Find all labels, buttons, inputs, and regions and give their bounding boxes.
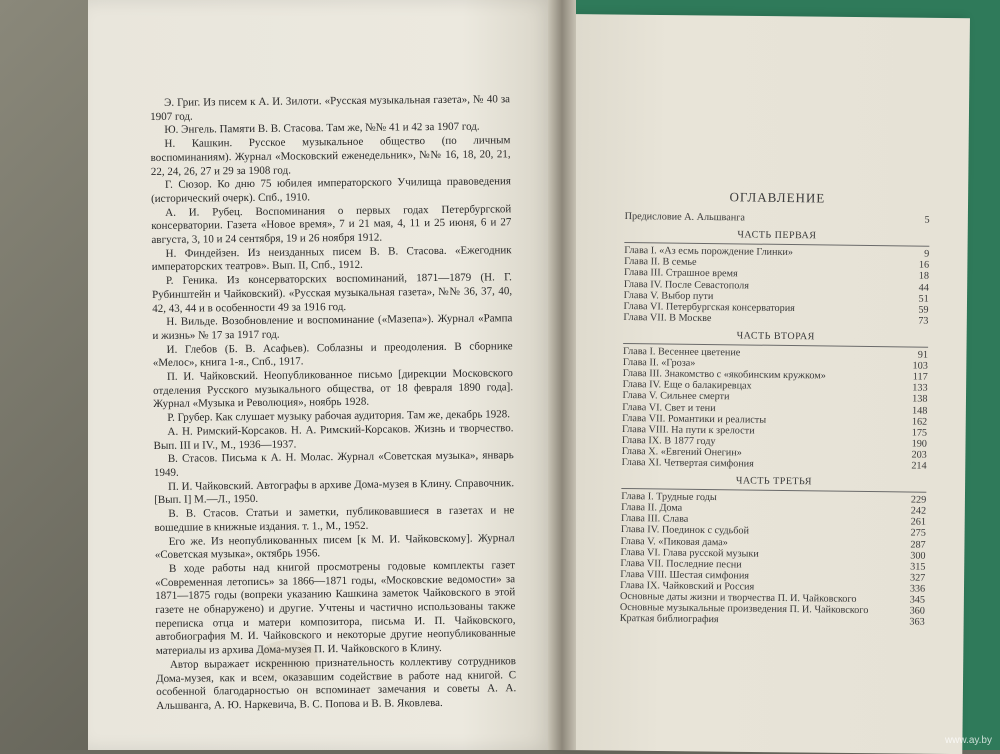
reference-entry: Э. Григ. Из писем к А. И. Зилоти. «Русская музыкальная газета», № 40 за 1907 год. (150, 93, 511, 123)
toc-chapter-page: 327 (909, 572, 926, 584)
reference-entry: В ходе работы над книгой просмотрены годовые комплекты газет «Современная летопись» за 1866—1871 годы, «Московские ведомости» за 1871—1875 годы (вопреки указанию Кашкина заметок Чайковского в этой газете не обнаружено) и другие. Учтены и частично использованы также переписка отца и матери композитора, письма И. П. Чайковского, автобиография М. И. Чайковского и некоторые другие неопубликованные материалы из архива Дома-музея П. И. Чайковского в Клину. (155, 559, 516, 658)
toc-chapter-page: 315 (910, 561, 926, 573)
toc-chapter-label: Глава I. Весеннее цветение (622, 346, 741, 359)
toc-part-title: ЧАСТЬ ПЕРВАЯ (737, 229, 817, 242)
toc-part-title: ЧАСТЬ ВТОРАЯ (736, 330, 815, 343)
toc-chapter-page: 18 (918, 271, 930, 283)
toc-parts (620, 228, 929, 595)
toc-preface-label: Предисловие А. Альшванга (624, 211, 745, 224)
references-text (150, 93, 516, 713)
toc-appendix-page: 345 (909, 594, 926, 606)
toc-preface (625, 211, 930, 226)
watermark: www.ay.by (944, 735, 992, 746)
reference-entry: А. Н. Римский-Корсаков. Н. А. Римский-Корсаков. Жизнь и творчество. Вып. III и IV., М., 1936—1937. (153, 422, 514, 452)
toc-chapter-row (623, 312, 928, 327)
toc-chapter-label: Глава II. Дома (621, 502, 683, 514)
toc-chapter-label: Глава V. Сильнее смерти (622, 390, 730, 403)
toc-chapter-label: Глава IX. В 1877 году (621, 434, 716, 447)
toc-chapter-page: 138 (912, 393, 928, 406)
toc-appendix-page: 360 (909, 605, 925, 617)
toc-chapter-page: 229 (910, 494, 927, 506)
toc-chapter-page: 242 (910, 505, 927, 517)
reference-entry: Р. Грубер. Как слушает музыку рабочая аудитория. Там же, декабрь 1928. (167, 408, 511, 425)
toc-preface-page: 5 (924, 214, 930, 226)
reference-entry: И. Глебов (Б. В. Асафьев). Соблазны и преодоления. В сборнике «Мелос», книга 1-я., Спб., 1917. (152, 339, 513, 370)
reference-entry: П. И. Чайковский. Автографы в архиве Дома-музея в Клину. Справочник. [Вып. I] М.—Л., 1950. (154, 476, 515, 507)
toc-part-title: ЧАСТЬ ТРЕТЬЯ (735, 475, 813, 488)
toc-chapter-page: 287 (910, 539, 926, 551)
reference-entry: Его же. Из неопубликованных писем [к М. И. Чайковскому]. Журнал «Советская музыка», октябрь 1956. (154, 531, 515, 562)
toc-chapter-page: 214 (911, 460, 927, 472)
book-spine-gutter (548, 0, 576, 750)
toc-chapter-label: Глава VI. Петербургская консерватория (623, 300, 795, 314)
toc-chapter-label: Глава X. «Евгений Онегин» (621, 445, 742, 459)
toc-chapter-label: Глава VII. Романтики и реалисты (622, 412, 767, 426)
toc-chapter-label: Глава VII. В Москве (623, 311, 712, 324)
reference-entry: Ю. Энгель. Памяти В. В. Стасова. Там же, №№ 41 и 42 за 1907 год. (164, 120, 480, 137)
toc-appendix-label: Основные музыкальные произведения П. И. Чайковского (619, 602, 869, 617)
toc-chapter-label: Глава VI. Глава русской музыки (620, 546, 759, 560)
reference-entry: П. И. Чайковский. Неопубликованное письмо [дирекции Московского отделения Русского музыкального общества, от 18 февраля 1890 года]. Журнал «Музыка и Революция», ноябрь 1928. (153, 367, 514, 411)
toc-chapter-label: Глава VII. Последние песни (620, 557, 742, 571)
toc-chapter-label: Глава VI. Свет и тени (622, 401, 716, 414)
toc-chapter-label: Глава IV. Поединок с судьбой (620, 524, 750, 537)
toc-chapter-page: 133 (912, 382, 928, 395)
reference-entry: Н. Вильде. Возобновление и воспоминание («Мазепа»). Журнал «Рампа и жизнь» № 17 за 1917 год. (152, 312, 513, 342)
toc-chapter-page: 51 (918, 293, 929, 305)
toc-chapter-page: 9 (924, 248, 930, 261)
toc-chapter-label: Глава IV. После Севастополя (623, 278, 750, 292)
reference-entry: Н. Финдейзен. Из неизданных писем В. В. Стасова. «Ежегодник императорских театров». Вып. II, Спб., 1912. (151, 243, 512, 274)
toc-chapter-label: Глава VIII. Шестая симфония (620, 568, 750, 582)
toc-chapter-page: 91 (917, 349, 929, 361)
toc-chapter-row (622, 457, 927, 472)
toc-appendix (620, 591, 925, 628)
toc-chapter-label: Глава III. Слава (620, 513, 689, 526)
reference-entry: Автор выражает искреннюю признательность коллективу сотрудников Дома-музея, как и всем, оказавшим содействие в работе над книгой. С особенной благодарностью он вспоминает замечания и советы А. А. Альшванга, А. Ю. Наркевича, В. С. Попова и В. В. Яковлева. (156, 655, 517, 712)
toc-chapter-label: Глава IV. Еще о балакиревцах (622, 379, 752, 392)
toc-title: ОГЛАВЛЕНИЕ (729, 189, 826, 206)
toc-chapter-page: 103 (912, 360, 928, 372)
table-of-contents (620, 190, 930, 628)
reference-entry: Р. Геника. Из консерваторских воспоминаний, 1871—1879 (Н. Г. Рубинштейн и Чайковский). «Русская музыкальная газета», №№ 36, 37, 40, 42, 43, 44 и в особенности 49 за 1916 год. (152, 271, 513, 315)
toc-chapter-label: Глава IX. Чайковский и Россия (620, 579, 755, 593)
toc-chapter-label: Глава I. «Аз есмь порождение Глинки» (624, 245, 794, 259)
toc-chapter-page: 336 (909, 583, 926, 595)
toc-chapter-label: Глава XI. Четвертая симфония (621, 456, 754, 470)
toc-chapter-label: Глава VIII. На пути к зрелости (622, 423, 755, 437)
reference-entry: В. Стасов. Письма к А. Н. Молас. Журнал «Советская музыка», январь 1949. (153, 449, 514, 479)
toc-chapter-label: Глава I. Трудные годы (621, 491, 717, 504)
toc-chapter-page: 44 (918, 282, 929, 294)
toc-chapter-label: Глава II. «Гроза» (622, 357, 696, 369)
toc-chapter-label: Глава V. Выбор пути (623, 289, 714, 302)
reference-entry: Г. Сюзор. Ко дню 75 юбилея императорского Училища правоведения (исторический очерк). Спб., 1910. (151, 175, 511, 205)
toc-chapter-label: Глава V. «Пиковая дама» (620, 535, 728, 548)
toc-chapter-page: 203 (911, 449, 927, 461)
toc-appendix-label: Основные даты жизни и творчества П. И. Чайковского (619, 590, 857, 605)
toc-chapter-page: 261 (910, 516, 927, 529)
toc-chapter-page: 162 (911, 416, 928, 428)
reference-entry: В. В. Стасов. Статьи и заметки, публиковавшиеся в газетах и не вошедшие в книжные издания. т. 1., М., 1952. (154, 504, 515, 534)
toc-appendix-page: 363 (909, 616, 925, 628)
toc-chapter-page: 275 (910, 527, 926, 540)
reference-entry: А. И. Рубец. Воспоминания о первых годах Петербургской консерватории. Газета «Новое время», 7 и 21 мая, 4, 11 и 25 июня, 6 и 27 августа, 3, 10 и 24 сентября, 19 и 26 ноября 1912. (151, 202, 512, 247)
toc-chapter-page: 190 (911, 438, 927, 450)
toc-chapter-page: 300 (910, 550, 926, 562)
reference-entry: Н. Кашкин. Русское музыкальное общество (по личным воспоминаниям). Журнал «Московский еженедельник», №№ 16, 18, 20, 21, 22, 24, 26, 27 и 29 за 1908 год. (150, 134, 511, 178)
toc-chapter-page: 175 (911, 427, 928, 439)
toc-chapter-label: Глава II. В семье (624, 256, 697, 269)
toc-chapter-page: 59 (918, 304, 929, 316)
toc-chapter-page: 117 (912, 371, 928, 383)
toc-chapter-page: 148 (911, 405, 928, 417)
toc-chapter-label: Глава III. Знакомство с «якобинским кружком» (622, 368, 826, 382)
toc-chapter-page: 73 (918, 315, 929, 327)
toc-chapter-label: Глава III. Страшное время (623, 267, 738, 280)
toc-chapter-page: 16 (918, 259, 930, 272)
toc-appendix-label: Краткая библиография (619, 613, 719, 626)
